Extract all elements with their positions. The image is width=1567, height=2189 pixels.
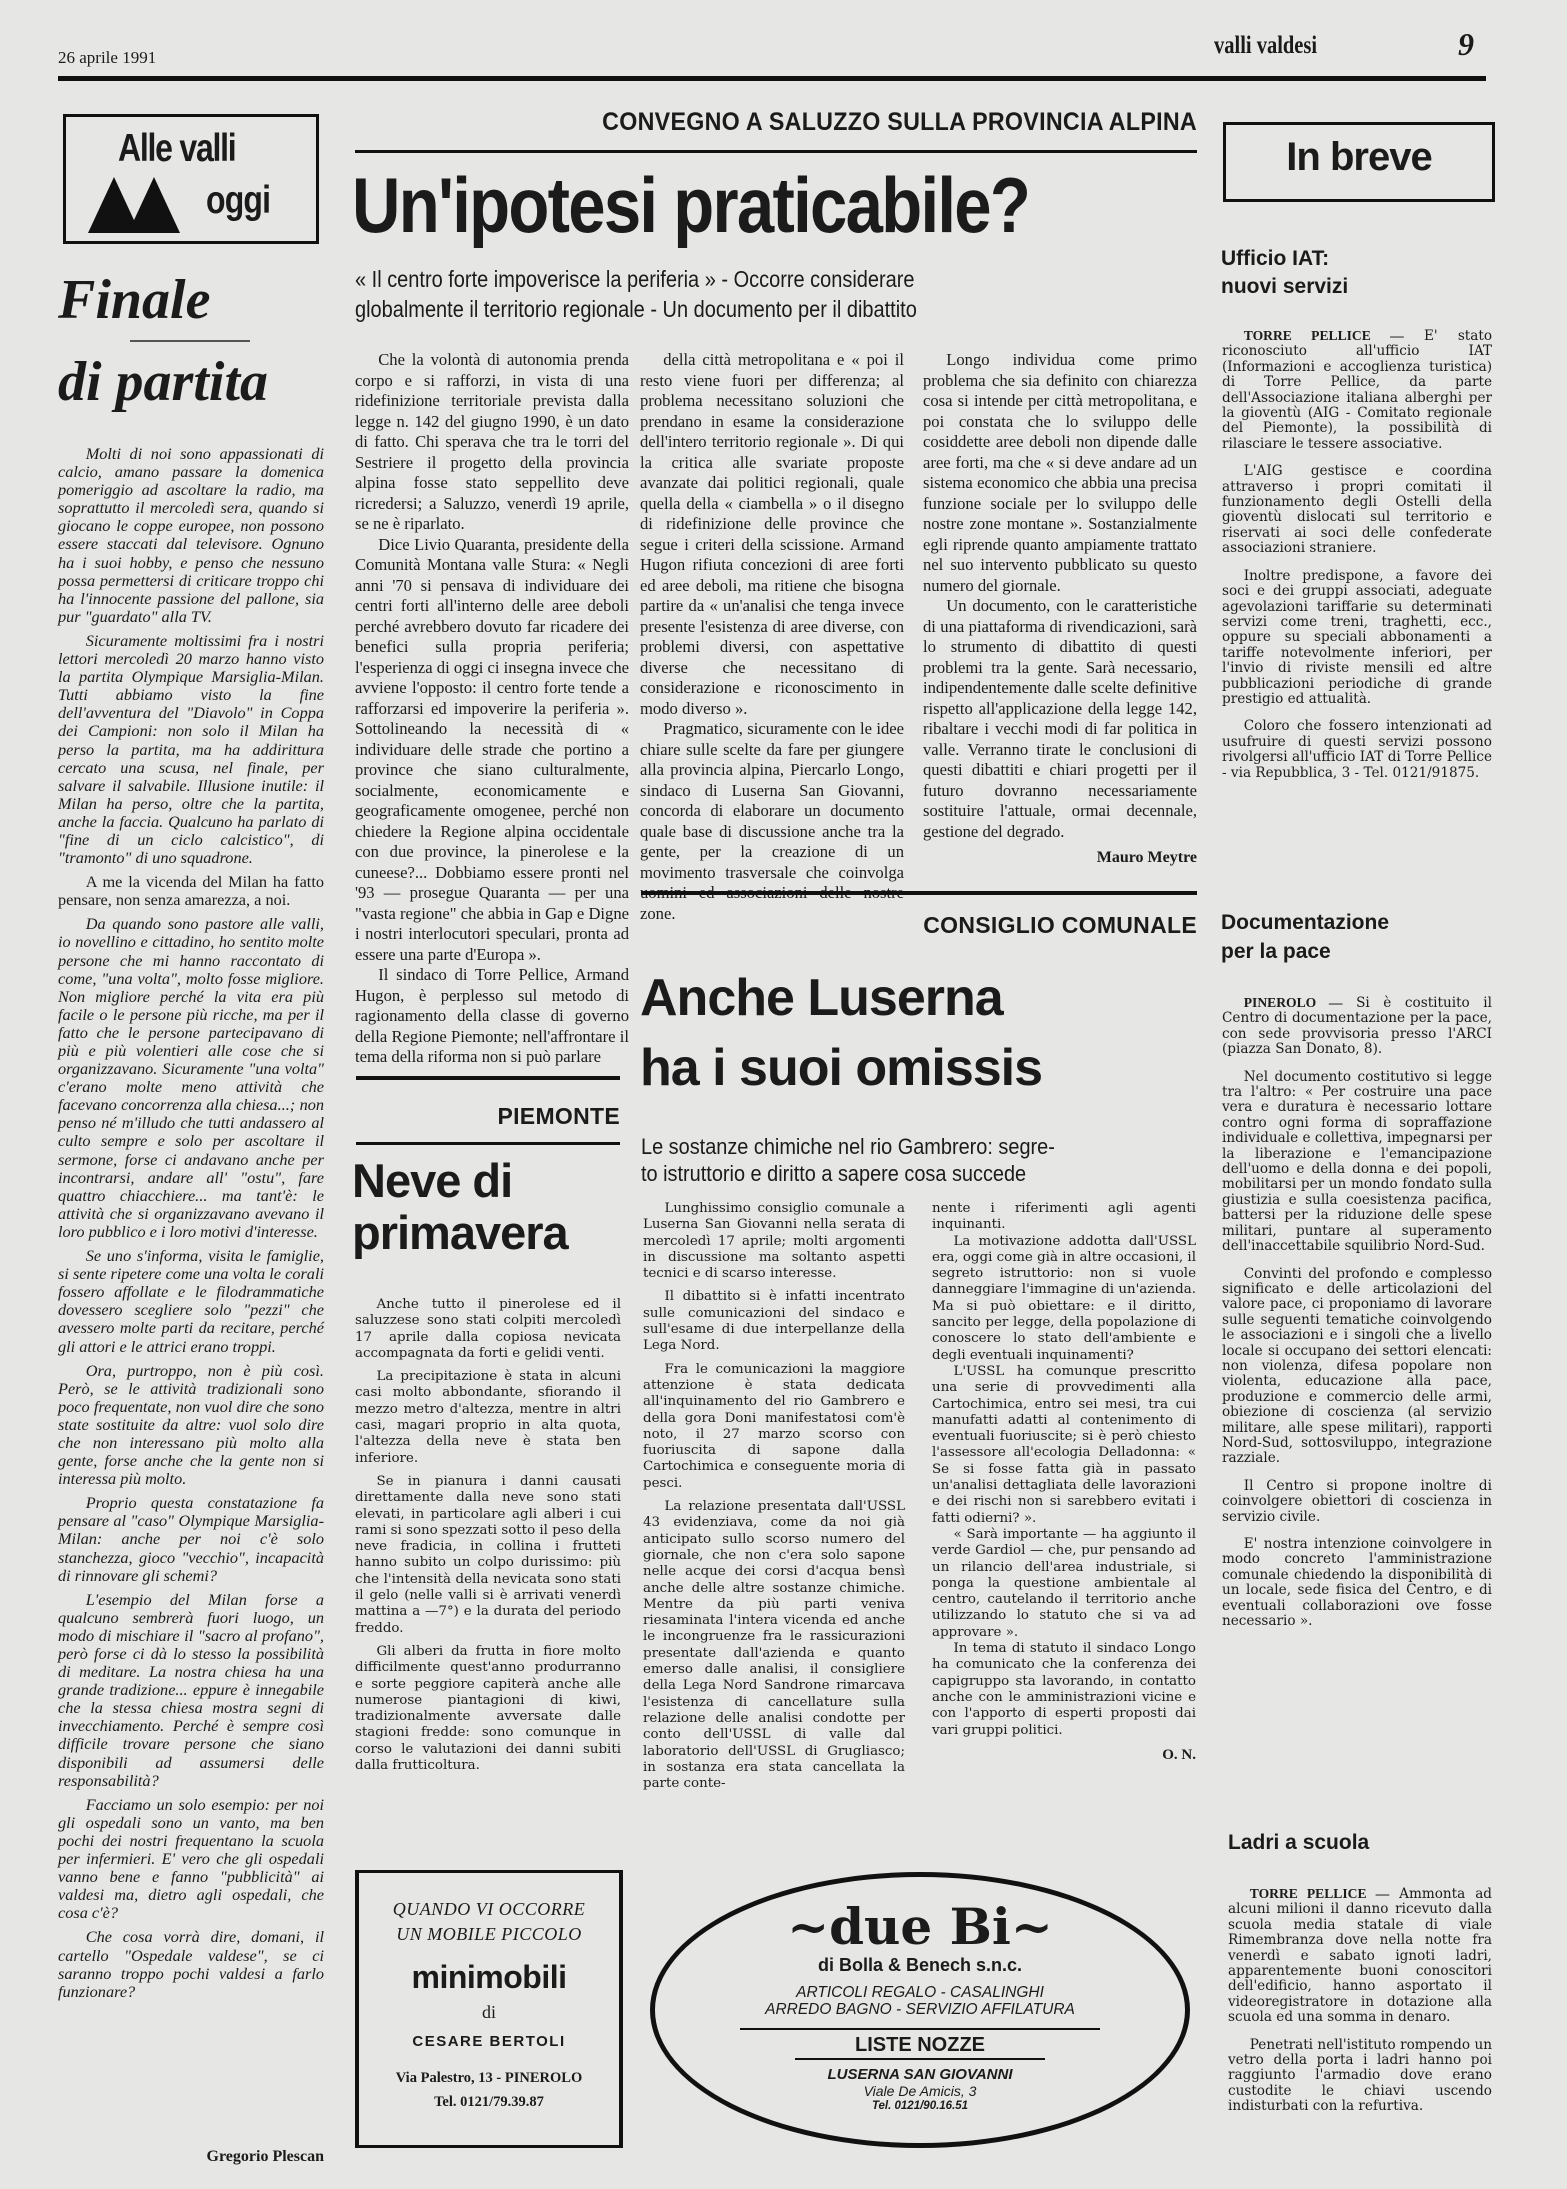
- piemonte-paragraph: La precipitazione è stata in alcuni casi molto abbondante, sfiorando il mezzo metro d'altezza, mentre in altri casi, magari proprio in alta quota, l'altezza della neve è stata ben inferiore.: [355, 1369, 621, 1466]
- column-paragraph: Proprio questa constatazione fa pensare al "caso" Olympique Marsiglia-Milan: anche per noi c'è solo stanchezza, gioco "vecchio", incapacità di rinnovare gli schemi?: [58, 1493, 324, 1585]
- consiglio-paragraph: Lunghissimo consiglio comunale a Luserna San Giovanni nella serata di mercoledì 17 aprile; molti argomenti in discussione ma soltanto aspetti tecnici e di scarso interesse.: [643, 1201, 905, 1282]
- consiglio-col-2: [932, 1201, 1196, 1763]
- brief-title: per la pace: [1221, 940, 1331, 963]
- brief-dateline: TORRE PELLICE —: [1243, 328, 1404, 343]
- duebi-line2: ARREDO BAGNO - SERVIZIO AFFILATURA: [765, 2001, 1075, 2018]
- piemonte-headline-line1: Neve di: [352, 1154, 513, 1207]
- column-paragraph: Se uno s'informa, visita le famiglie, si sente ripetere come una volta le corali fossero affollate e le filodrammatiche dovessero scegliere solo "pezzi" che avessero molte parti da recitare, perché gli attori e le attrici erano troppi.: [58, 1246, 324, 1356]
- piemonte-headline-line2: primavera: [352, 1206, 568, 1259]
- newspaper-name: valli valdesi: [1214, 32, 1318, 59]
- page-number: 9: [1458, 26, 1474, 62]
- in-breve-title: In breve: [1286, 135, 1432, 179]
- ad-owner: CESARE BERTOLI: [412, 2033, 566, 2050]
- consiglio-paragraph: Fra le comunicazioni la maggiore attenzione è stata dedicata all'inquinamento del rio Gambrero e della gora Doni manifestatosi com'è noto, il 27 marzo scorso con fuoriuscita di sapone dalla Cartochimica e conseguente moria di pesci.: [643, 1361, 905, 1491]
- duebi-line1: ARTICOLI REGALO - CASALINGHI: [796, 1984, 1044, 2001]
- piemonte-paragraph: Anche tutto il pinerolese ed il saluzzese sono stati colpiti mercoledì 17 aprile dalla copiosa nevicata accompagnata da forti e gelidi venti.: [355, 1297, 621, 1361]
- column-title-line1: Finale: [58, 269, 211, 331]
- column-title-line2: di partita: [58, 351, 269, 413]
- minimobili-ad: [355, 1870, 623, 2148]
- consiglio-col-1: [643, 1201, 905, 1792]
- brief-title: Ladri a scuola: [1228, 1831, 1370, 1854]
- consiglio-top-rule: [641, 891, 1197, 895]
- main-paragraph: Il sindaco di Torre Pellice, Armand Hugon, è perplesso sul metodo di ragionamento della classe di governo della Regione Piemonte; nell'affrontare il tema della riforma non si può parlare: [355, 965, 629, 1066]
- ad-di: di: [481, 2002, 496, 2022]
- alle-valli-oggi-box: [63, 114, 319, 244]
- column-paragraph: Ora, purtroppo, non è più così. Però, se le attività tradizionali sono poco frequentate, non vuol dire che sono state sostituite da altre: vuol solo dire che non interessano più molto alla gente, forse anche che la gente non si interessa più molto.: [58, 1360, 324, 1489]
- mountains-icon: [88, 175, 188, 233]
- main-headline: Un'ipotesi praticabile?: [352, 161, 1030, 249]
- main-col-1: [355, 350, 629, 1068]
- piemonte-section: PIEMONTE: [497, 1103, 620, 1129]
- brief-paragraph: Ammonta ad alcuni milioni il danno ricevuto dalla scuola media statale di viale Rimembranza dove nella notte fra venerdì e sabato ignoti ladri, apparentemente buoni conoscitori dell'edificio, hanno asportato il videoregistratore in dotazione alla scuola ed una somma in denaro.: [1228, 1886, 1493, 2026]
- duebi-highlight: LISTE NOZZE: [855, 2034, 985, 2056]
- duebi-company: di Bolla & Benech s.n.c.: [817, 1955, 1023, 1975]
- brief-paragraph: Nel documento costitutivo si legge tra l'altro: « Per costruire una pace vera e duratura è necessario lottare contro ogni forma di sopraffazione individuale e collettiva, impegnarsi per la liberazione e l'emancipazione dell'uomo e della donna e dei popoli, mobilitarsi per un mondo fondato sulla giustizia e sulla coesistenza pacifica, battersi per la riduzione delle spese militari, puntare al superamento dell'inaccettabile squilibrio Nord-Sud.: [1222, 1068, 1492, 1255]
- piemonte-paragraph: Se in pianura i danni causati direttamente dalla neve sono stati elevati, in particolare agli alberi i cui rami si sono spezzati sotto il peso della neve fradicia, in collina i frutteti hanno subito un colpo durissimo: più che l'intensità della nevicata sono stati il gelo (nelle valli si è arrivati venerdì mattina a —7°) e la durata del periodo freddo.: [355, 1473, 621, 1636]
- duebi-phone: Tel. 0121/90.16.51: [871, 2100, 969, 2112]
- brief-dateline: TORRE PELLICE —: [1249, 1886, 1390, 1901]
- brief-title: Ufficio IAT:: [1221, 247, 1330, 270]
- brief-body: [1222, 328, 1492, 793]
- piemonte-bottom-rule: [356, 1142, 620, 1145]
- brief-paragraph: Si è costituito il Centro di documentazione per la pace, con sede provvisoria presso l'ARCI (piazza San Donato, 8).: [1222, 995, 1492, 1058]
- main-paragraph: Un documento, con le caratteristiche di una piattaforma di rivendicazioni, sarà lo strumento di dibattito di questi problemi tra la gente. Sarà necessario, indipendentemente dalle scelte definitive rispetto all'applicazione della legge 142, ribaltare i vecchi modi di far politica in valle. Verranno tirate le conclusioni di questi dibattiti e chiari progetti per il futuro dovranno necessariamente sostituire l'attuale, ormai decennale, gestione del degrado.: [923, 596, 1197, 841]
- main-col-2: [640, 350, 904, 924]
- piemonte-body: [355, 1297, 621, 1774]
- brief-body: [1228, 1886, 1492, 2127]
- main-byline: Mauro Meytre: [1096, 849, 1197, 866]
- title-divider: [130, 340, 250, 342]
- column-paragraph: Sicuramente moltissimi fra i nostri lettori mercoledì 20 marzo hanno visto la partita Olympique Marsiglia-Milan. Tutti abbiamo visto la fine dell'avventura del "Diavolo" in Coppa dei Campioni: non solo il Milan ha perso la partita, ma ha addirittura cercato una scusa, nel finale, per salvare il salvabile. Illusione inutile: il Milan ha perso, oltre che la partita, anche la faccia. Qualcuno ha parlato di "fine di un ciclo calcistico", di "tramonto" di uno squadrone.: [58, 630, 324, 868]
- brief-paragraph: E' nostra intenzione coinvolgere in modo concreto l'amministrazione comunale chiedendo la disponibilità di un locale, sede fisica del Centro, e di eventuali collaborazioni ove fosse necessario ».: [1222, 1536, 1492, 1630]
- duebi-rule-2: [795, 2058, 1045, 2060]
- duebi-city: LUSERNA SAN GIOVANNI: [827, 2066, 1013, 2083]
- ad-phone: Tel. 0121/79.39.87: [434, 2094, 544, 2110]
- main-col-3: [923, 350, 1197, 869]
- box-line1: Alle valli: [118, 127, 236, 170]
- brief-paragraph: Il Centro si propone inoltre di coinvolgere obiettori di coscienza in servizio civile.: [1222, 1477, 1492, 1525]
- duebi-rule-1: [740, 2028, 1100, 2030]
- consiglio-headline-line2: ha i suoi omissis: [640, 1039, 1043, 1097]
- piemonte-paragraph: Gli alberi da frutta in fiore molto difficilmente quest'anno produrranno e sorte peggiore capiterà anche alle numerose piantagioni di kiwi, tradizionalmente avversate dalle stagioni fredde: sono comunque in corso le valutazioni dei danni subiti dalla frutticoltura.: [355, 1643, 621, 1774]
- ad-line2: UN MOBILE PICCOLO: [396, 1924, 582, 1944]
- column-signature: Gregorio Plescan: [206, 2148, 324, 2165]
- column-body: [58, 445, 324, 2007]
- brief-paragraph: Penetrati nell'istituto rompendo un vetro della porta i ladri hanno poi raggiunto l'armadio dove erano custodite le chiavi uscendo indisturbati con la refurtiva.: [1228, 2036, 1492, 2115]
- consiglio-paragraph: In tema di statuto il sindaco Longo ha comunicato che la conferenza dei capigruppo sta lavorando, in contatto anche con le amministrazioni vicine e con l'apporto di esperti proposti dai vari gruppi politici.: [932, 1641, 1196, 1738]
- main-paragraph: della città metropolitana e « poi il resto viene fuori per differenza; al problema necessitano soluzioni che prendano in esame la considerazione dell'intero territorio regionale ». Di qui la critica alle svariate proposte avanzate dai politici regionali, quale quella della « ciambella » o il disegno di ridefinizione delle province che segue i criteri della scissione. Armand Hugon rifiuta concezioni di aree forti ed aree deboli, ma ritiene che bisogna partire da « un'analisi che tenga invece presente l'esistenza di aree diverse, con problemi diversi, con aspettative diverse che necessitano di considerazione e riconoscimento in modo diverso ».: [640, 350, 904, 718]
- brief-paragraph: Coloro che fossero intenzionati ad usufruire di questi servizi possono rivolgersi all'ufficio IAT di Torre Pellice - via Repubblica, 3 - Tel. 0121/91875.: [1222, 718, 1492, 781]
- consiglio-paragraph: Il dibattito si è infatti incentrato sulle comunicazioni del sindaco e sull'esame di due interpellanze della Lega Nord.: [643, 1289, 905, 1354]
- brief-title: nuovi servizi: [1221, 275, 1349, 298]
- column-paragraph: A me la vicenda del Milan ha fatto pensare, non senza amarezza, a noi.: [58, 872, 324, 910]
- piemonte-top-rule: [356, 1076, 620, 1080]
- column-paragraph: Molti di noi sono appassionati di calcio, amano passare la domenica pomeriggio ad ascoltare la radio, ma soprattutto il mercoledì sera, quando si giocano le coppe europee, non possono essere staccati dal televisore. Ognuno ha i suoi hobby, e penso che nessuno possa permettersi di criticare troppo chi ha l'innocente passione del pallone, sia pur "guardato" alla TV.: [58, 444, 324, 626]
- consiglio-paragraph: La relazione presentata dall'USSL 43 evidenziava, come da noi già anticipato sullo scorso numero del giornale, che non c'era solo sapone nelle acque dei corsi d'acqua bensì anche delle altre sostanze chimiche. Mentre da più parti veniva riesaminata l'intera vicenda ed anche le incongruenze fra le rassicurazioni presentate dall'azienda e quanto emerso dalle analisi, il consigliere della Lega Nord Sandrone rimarcava l'esistenza di cancellature sulla relazione delle analisi condotte per conto dell'USSL di valle dal laboratorio dell'USSL di Grugliasco; in sostanza era stata cancellata la parte conte-: [643, 1499, 905, 1792]
- main-kicker: CONVEGNO A SALUZZO SULLA PROVINCIA ALPINA: [602, 108, 1197, 136]
- issue-date: 26 aprile 1991: [58, 48, 157, 67]
- box-line2: oggi: [206, 179, 271, 222]
- consiglio-paragraph: nente i riferimenti agli agenti inquinanti.: [932, 1201, 1196, 1233]
- column-paragraph: L'esempio del Milan forse a qualcuno sembrerà fuori luogo, un modo di mischiare il "sacro al profano", però forse ci dà lo stesso la possibilità di meditare. La nostra chiesa ha una grande tradizione... eppure è innegabile che la stessa chiesa mostra segni di invecchiamento. Perché è sempre così difficile trovare persone che siano disponibili ad assumersi delle responsabilità?: [58, 1589, 324, 1790]
- consiglio-paragraph: L'USSL ha comunque prescritto una serie di provvedimenti alla Cartochimica, entro sei mesi, tra cui manufatti adatti al contenimento di eventuali fuoriuscite; si è però chiesto l'assessore all'ecologia Delladonna: « Se si fosse fatta già in passato un'analisi dettagliata delle lavorazioni e dei rischi non si sarebbero evitati i fatti odierni? ».: [932, 1363, 1196, 1526]
- duebi-address: Viale De Amicis, 3: [863, 2083, 977, 2099]
- main-paragraph: Pragmatico, sicuramente con le idee chiare sulle scelte da fare per giungere alla provincia alpina, Piercarlo Longo, sindaco di Luserna San Giovanni, concorda di elaborare un documento quale base di discussione anche tra la gente, per la creazione di un movimento trasversale che coinvolga zone.: [640, 719, 904, 923]
- duebi-brand: ~due Bi~: [787, 1897, 1053, 1956]
- ad-line1: QUANDO VI OCCORRE: [392, 1899, 586, 1919]
- in-breve-box: [1223, 122, 1495, 202]
- brief-paragraph: E' stato riconosciuto all'ufficio IAT (Informazioni e accoglienza turistica) di Torre Pellice, da parte dell'Associazione italiana alberghi per la gioventù (AIG - Comitato regionale del Piemonte), la possibilità di rilasciare le tessere associative.: [1222, 328, 1493, 452]
- main-paragraph: Che la volontà di autonomia prenda corpo e si rafforzi, in vista di una ridefinizione territoriale prevista dalla legge n. 142 del giugno 1990, è un dato di fatto. Chi sperava che tra le torri del Sestriere il progetto della provincia alpina fosse stato seppellito deve ricredersi; a Saluzzo, venerdì 19 aprile, se ne è riparlato.: [355, 350, 629, 533]
- consiglio-paragraph: La motivazione addotta dall'USSL era, oggi come già in altre occasioni, il segreto istruttorio: non si vuole danneggiare l'immagine di un'azienda. Ma si può obiettare: e il diritto, sancito per legge, della popolazione di conoscere lo stato dell'ambiente e degli eventuali inquinamenti?: [932, 1233, 1196, 1363]
- consiglio-byline: O. N.: [1162, 1746, 1196, 1763]
- brief-paragraph: Inoltre predispone, a favore dei soci e dei gruppi associati, adeguate agevolazioni tariffarie su determinati servizi come treni, traghetti, ecc., oppure su speciali abbonamenti a tariffe notevolmente inferiori, per l'invio di riviste mensili ed altre pubblicazioni periodiche di grande prestigio ed attualità.: [1222, 567, 1492, 707]
- brief-paragraph: Convinti del profondo e complesso significato e delle articolazioni del valore pace, ci proponiamo di lavorare sulle seguenti tematiche coinvolgendo le associazioni e i singoli che a livello locale si occupano dei settori elencati: non violenza, difesa popolare non violenta, educazione alla pace, produzione e commercio delle armi, obiezione di coscienza (al servizio militare, alle spese militari), rapporti Nord-Sud, sottosviluppo, integrazione razziale.: [1222, 1265, 1492, 1467]
- brief-paragraph: L'AIG gestisce e coordina attraverso i propri comitati il funzionamento degli Ostelli della gioventù dislocati sul territorio e riservati ai soci delle confederate associazioni straniere.: [1222, 463, 1492, 557]
- consiglio-subhead-line2: to istruttorio e diritto a sapere cosa succede: [641, 1161, 1027, 1186]
- kicker-rule: [355, 150, 1197, 153]
- main-subhead-line1: « Il centro forte impoverisce la periferia » - Occorre considerare: [355, 266, 915, 292]
- ad-brand: minimobili: [411, 1959, 567, 1995]
- column-paragraph: Che cosa vorrà dire, domani, il cartello "Ospedale valdese", se ci saranno troppo pochi valdesi a farlo funzionare?: [58, 1927, 324, 2001]
- header-rule: [58, 76, 1486, 81]
- main-paragraph: Longo individua come primo problema che sia definito con chiarezza cosa si intende per città metropolitana, e poi constata che lo sviluppo delle cosiddette aree deboli non dipende dalle aree forti, ma che « si deve andare ad un sistema economico che abbia una precisa funzione sociale per lo sviluppo delle nostre zone montane ». Sostanzialmente egli riprende quanto ampiamente trattato nel suo intervento pubblicato su questo numero del giornale.: [923, 350, 1197, 595]
- consiglio-headline-line1: Anche Luserna: [640, 969, 1003, 1027]
- consiglio-subhead-line1: Le sostanze chimiche nel rio Gambrero: segre-: [641, 1134, 1055, 1159]
- brief-title: Documentazione: [1221, 911, 1390, 934]
- consiglio-paragraph: « Sarà importante — ha aggiunto il verde Gardiol — che, pur pensando ad un rilancio dell'area industriale, si ponga la questione ambientale al centro, cautelando il territorio anche utilizzando lo statuto che si va ad approvare ».: [932, 1526, 1196, 1640]
- main-paragraph: Dice Livio Quaranta, presidente della Comunità Montana valle Stura: « Negli anni '70 si pensava di individuare dei centri forti all'interno delle aree deboli perché avrebbero dovuto far ricadere dei benefici sulla propria periferia; l'esperienza di oggi ci insegna invece che avviene l'opposto: il centro forte tende a rafforzarsi ed impoverire la periferia ». Sottolineando la necessità di « individuare delle strade che portino a province che siano culturalmente, socialmente, economicamente e geograficamente omogenee, perché non chiedere la Regione alpina occidentale con due province, la pinerolese e la cuneese?... Dobbiamo essere pronti nel '93 — prosegue Quaranta — per una "vasta regione" che abbia in Gap e Digne i nostri interlocutori speculari, pronta ad essere una parte d'Europa ».: [355, 534, 629, 964]
- duebi-ad: [650, 1872, 1190, 2148]
- brief-body: [1222, 995, 1492, 1641]
- ad-address: Via Palestro, 13 - PINEROLO: [395, 2070, 583, 2086]
- column-paragraph: Facciamo un solo esempio: per noi gli ospedali sono un vanto, ma ben pochi dei nostri frequentano la scuola per infermieri. E' vero che gli ospedali vanno bene e fanno "pubblicità" ai valdesi ma, dietro agli ospedali, che cosa c'è?: [58, 1794, 324, 1923]
- main-subhead-line2: globalmente il territorio regionale - Un documento per il dibattito: [355, 296, 917, 322]
- consiglio-section: CONSIGLIO COMUNALE: [923, 912, 1197, 938]
- brief-dateline: PINEROLO —: [1243, 995, 1343, 1010]
- column-paragraph: Da quando sono pastore alle valli, io novellino e cittadino, ho sentito molte persone che mi hanno raccontato di come, "una volta", molto fosse migliore. Non migliore perché la vita era più facile o le persone più ricche, ma per il fatto che le persone partecipavano di più e più volentieri alle cose che si organizzavano. Sicuramente "una volta" c'erano molte meno attività che facevano concorrenza alla chiesa...; non penso né m'illudo che tutti andassero al culto sempre e solo per ascoltare il sermone, forse ci andavano anche per incontrarsi, andare all' "ostu", fare quattro chiacchiere... ma tant'è: le attività che si organizzavano avevano il loro pubblico e i loro motivi d'interesse.: [58, 914, 324, 1241]
